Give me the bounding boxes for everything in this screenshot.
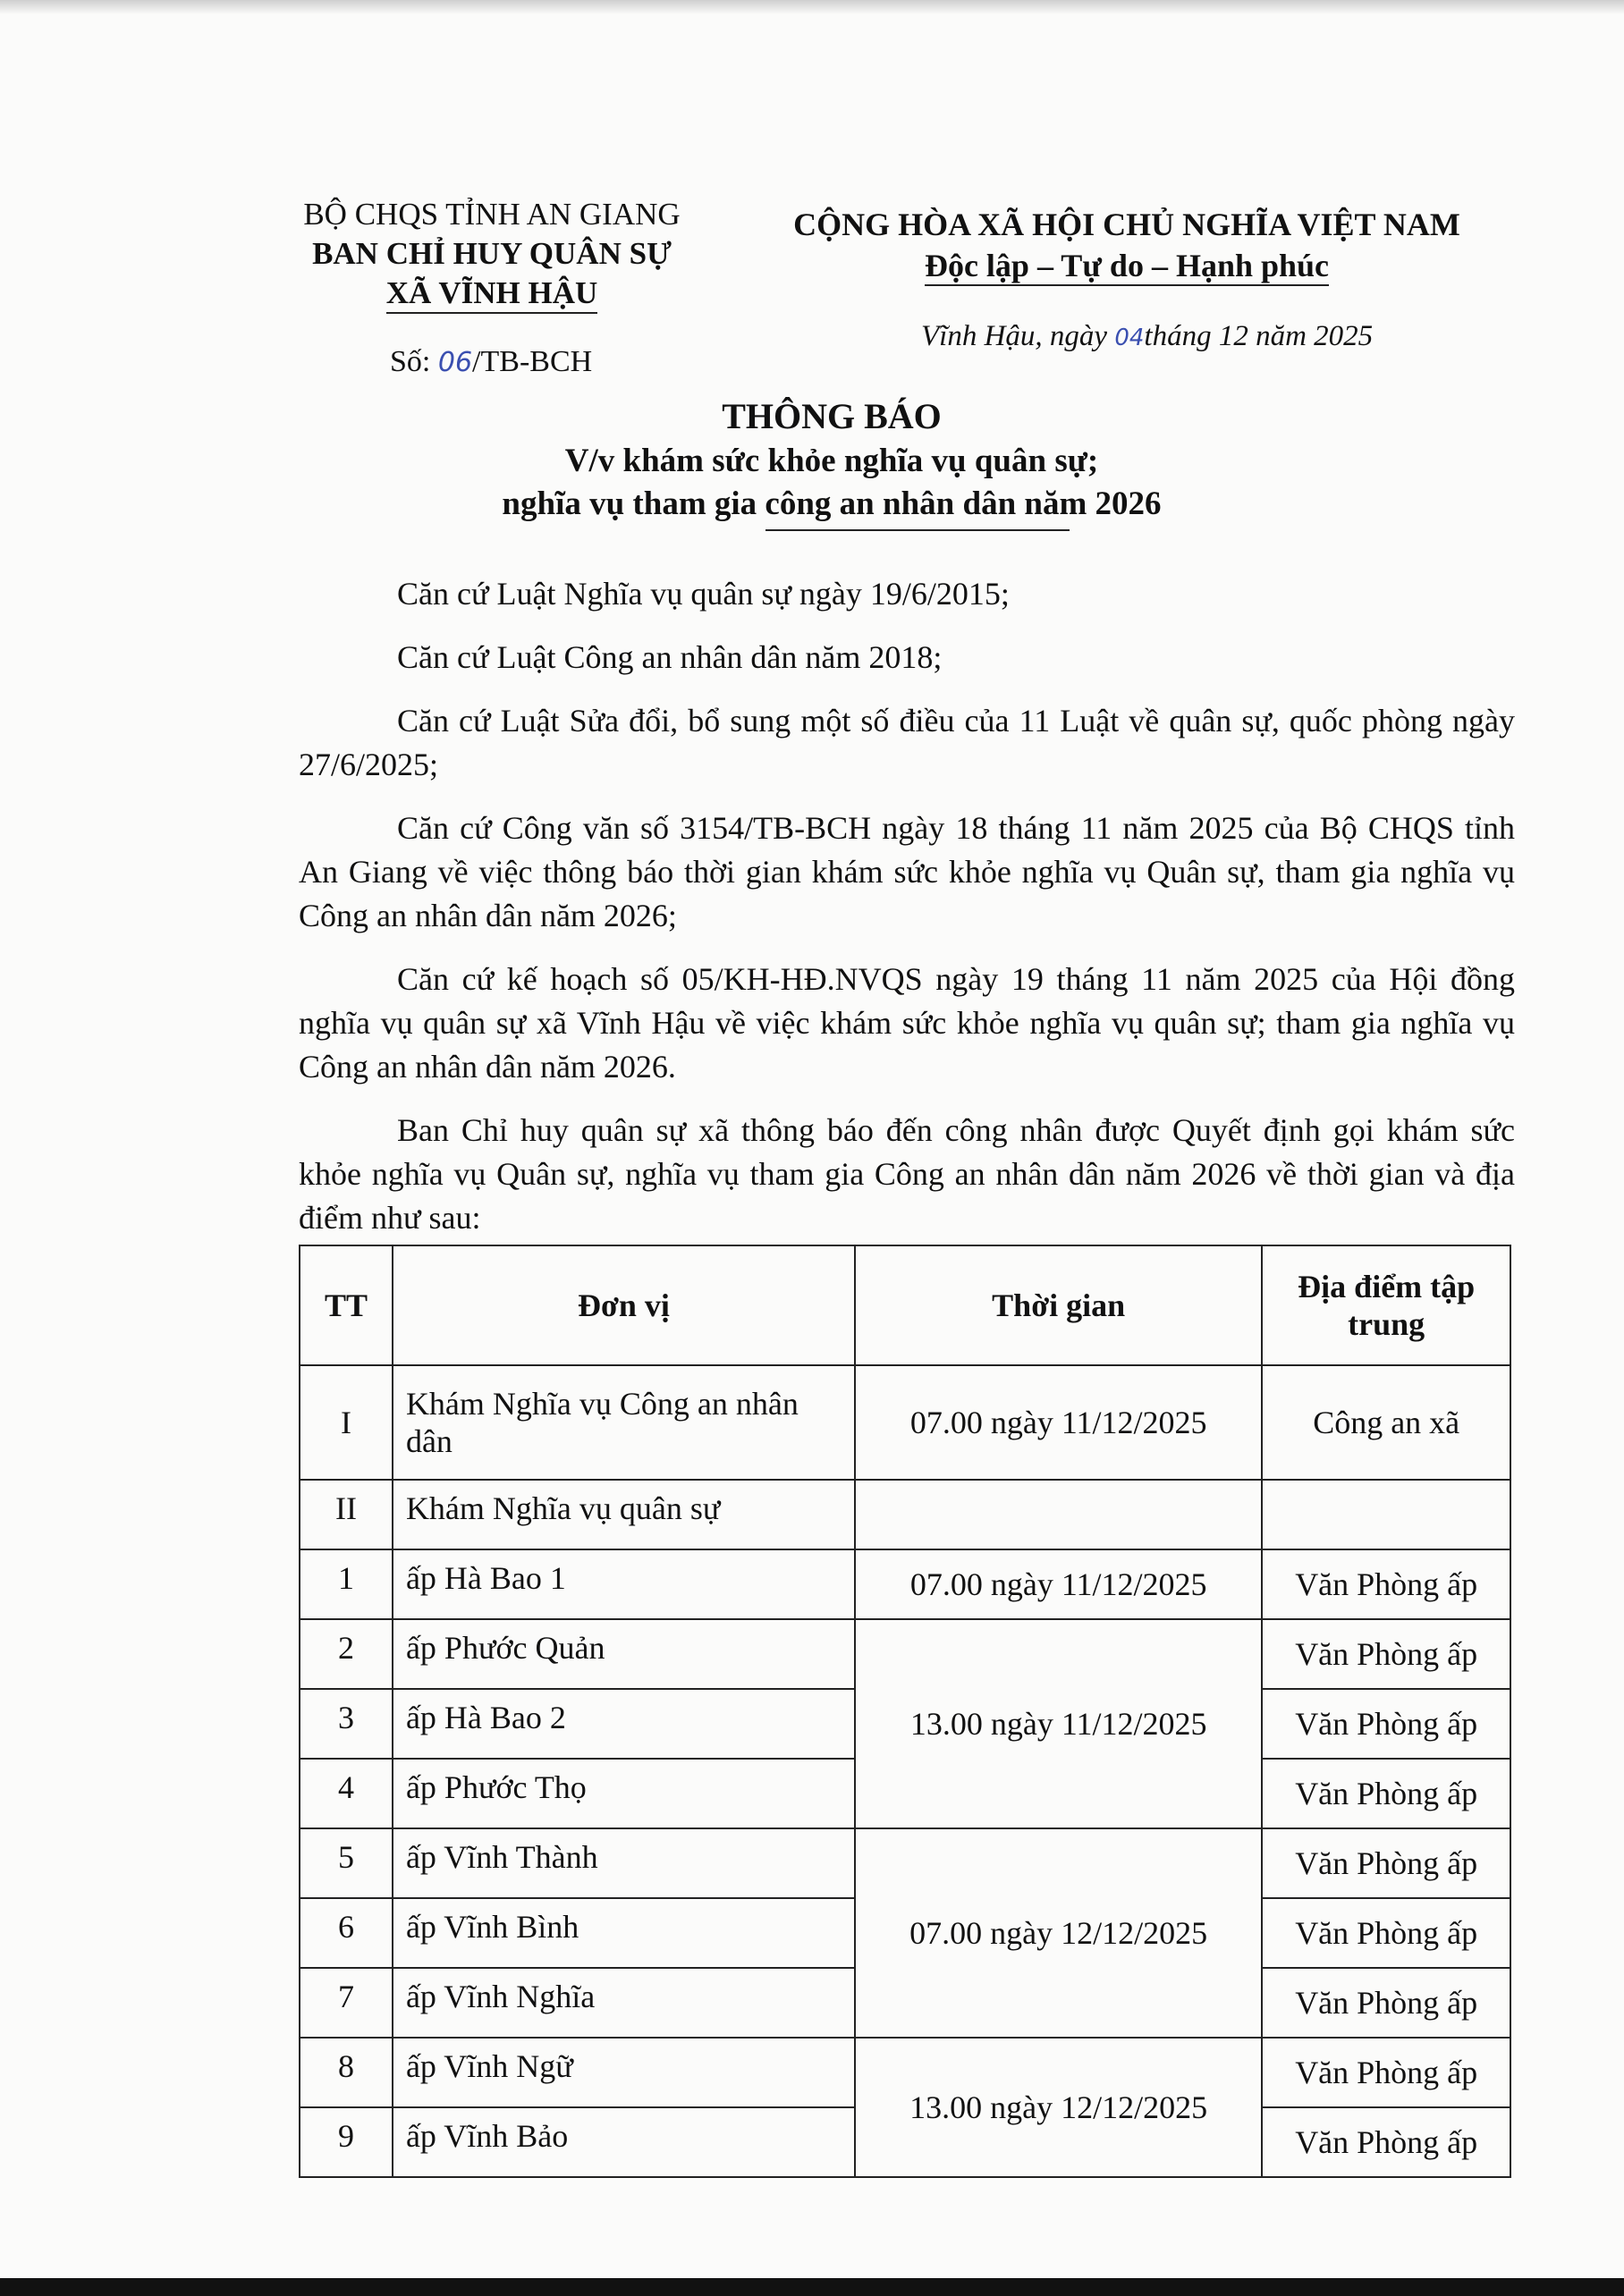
header-unit: Đơn vị [393, 1245, 855, 1365]
national-motto: Độc lập – Tự do – Hạnh phúc [925, 247, 1329, 286]
handwritten-number: 06 [437, 347, 473, 378]
title-heading: THÔNG BÁO [722, 396, 942, 436]
cell-place: Văn Phòng ấp [1262, 1619, 1510, 1689]
title-subject-line2: nghĩa vụ tham gia công an nhân dân năm 2026 [502, 485, 1162, 522]
cell-tt: 6 [300, 1898, 393, 1968]
paragraph: Căn cứ Công văn số 3154/TB-BCH ngày 18 tháng 11 năm 2025 của Bộ CHQS tỉnh An Giang về việc thông báo thời gian khám sức khỏe nghĩa vụ Quân sự, tham gia nghĩa vụ Công an nhân dân năm 2026; [299, 810, 1515, 933]
table-header-row [300, 1245, 1510, 1365]
cell-time: 13.00 ngày 11/12/2025 [855, 1619, 1262, 1828]
cell-place: Văn Phòng ấp [1262, 1759, 1510, 1828]
header-place: Địa điểm tập trung [1262, 1245, 1510, 1365]
handwritten-day: 04 [1114, 325, 1145, 351]
cell-place: Văn Phòng ấp [1262, 1898, 1510, 1968]
paragraph: Căn cứ kế hoạch số 05/KH-HĐ.NVQS ngày 19 tháng 11 năm 2025 của Hội đồng nghĩa vụ quân sự xã Vĩnh Hậu về việc khám sức khỏe nghĩa vụ quân sự; tham gia nghĩa vụ Công an nhân dân năm 2026. [299, 961, 1515, 1085]
cell-tt: II [300, 1480, 393, 1549]
cell-place: Văn Phòng ấp [1262, 1549, 1510, 1619]
cell-unit: ấp Vĩnh Thành [393, 1828, 855, 1898]
cell-unit: Khám Nghĩa vụ quân sự [393, 1480, 855, 1549]
cell-tt: 1 [300, 1549, 393, 1619]
title-subject-line1: V/v khám sức khỏe nghĩa vụ quân sự; [564, 443, 1099, 479]
cell-tt: 3 [300, 1689, 393, 1759]
table-row [300, 1549, 1510, 1619]
agency-parent: BỘ CHQS TỈNH AN GIANG [303, 197, 681, 232]
cell-unit: Khám Nghĩa vụ Công an nhân dân [393, 1365, 855, 1480]
cell-time: 13.00 ngày 12/12/2025 [855, 2038, 1262, 2177]
cell-tt: I [300, 1365, 393, 1480]
cell-place [1262, 1480, 1510, 1549]
cell-tt: 2 [300, 1619, 393, 1689]
cell-tt: 8 [300, 2038, 393, 2107]
cell-time [855, 1480, 1262, 1549]
cell-tt: 4 [300, 1759, 393, 1828]
cell-unit: ấp Hà Bao 2 [393, 1689, 855, 1759]
schedule-table [299, 1245, 1511, 2178]
paragraph: Căn cứ Luật Công an nhân dân năm 2018; [397, 639, 943, 675]
table-row [300, 1619, 1510, 1689]
document-title [358, 393, 1306, 526]
national-motto-header [751, 204, 1502, 286]
cell-place: Văn Phòng ấp [1262, 2107, 1510, 2177]
cell-place: Văn Phòng ấp [1262, 1828, 1510, 1898]
cell-tt: 7 [300, 1968, 393, 2038]
cell-tt: 9 [300, 2107, 393, 2177]
header-time: Thời gian [855, 1245, 1262, 1365]
cell-time: 07.00 ngày 12/12/2025 [855, 1828, 1262, 2038]
scan-top-shadow [0, 0, 1624, 14]
table-row [300, 2038, 1510, 2107]
cell-place: Văn Phòng ấp [1262, 1689, 1510, 1759]
cell-unit: ấp Phước Thọ [393, 1759, 855, 1828]
cell-tt: 5 [300, 1828, 393, 1898]
table-row [300, 1365, 1510, 1480]
document-body [299, 572, 1515, 1260]
paragraph: Ban Chỉ huy quân sự xã thông báo đến công nhân được Quyết định gọi khám sức khỏe nghĩa vụ Quân sự, nghĩa vụ tham gia Công an nhân dân năm 2026 về thời gian và địa điểm như sau: [299, 1112, 1515, 1236]
agency-commune: XÃ VĨNH HẬU [386, 274, 598, 314]
scan-bottom-edge [0, 2278, 1624, 2296]
agency-name: BAN CHỈ HUY QUÂN SỰ [312, 236, 672, 271]
paragraph: Căn cứ Luật Nghĩa vụ quân sự ngày 19/6/2015; [397, 576, 1010, 612]
cell-place: Văn Phòng ấp [1262, 1968, 1510, 2038]
cell-place: Công an xã [1262, 1365, 1510, 1480]
document-date: Vĩnh Hậu, ngày 04tháng 12 năm 2025 [921, 320, 1374, 352]
header-tt: TT [300, 1245, 393, 1365]
cell-unit: ấp Vĩnh Bảo [393, 2107, 855, 2177]
issuing-agency-header [268, 195, 715, 314]
cell-unit: ấp Vĩnh Ngữ [393, 2038, 855, 2107]
cell-place: Văn Phòng ấp [1262, 2038, 1510, 2107]
table-row [300, 1480, 1510, 1549]
cell-time: 07.00 ngày 11/12/2025 [855, 1549, 1262, 1619]
cell-unit: ấp Phước Quản [393, 1619, 855, 1689]
cell-unit: ấp Vĩnh Nghĩa [393, 1968, 855, 2038]
title-underline [765, 529, 1070, 531]
document-number: Số: 06/TB-BCH [390, 345, 593, 378]
cell-unit: ấp Vĩnh Bình [393, 1898, 855, 1968]
cell-time: 07.00 ngày 11/12/2025 [855, 1365, 1262, 1480]
country-name: CỘNG HÒA XÃ HỘI CHỦ NGHĨA VIỆT NAM [793, 207, 1460, 242]
paragraph: Căn cứ Luật Sửa đổi, bổ sung một số điều của 11 Luật về quân sự, quốc phòng ngày 27/6/2025; [299, 703, 1515, 782]
table-row [300, 1828, 1510, 1898]
cell-unit: ấp Hà Bao 1 [393, 1549, 855, 1619]
